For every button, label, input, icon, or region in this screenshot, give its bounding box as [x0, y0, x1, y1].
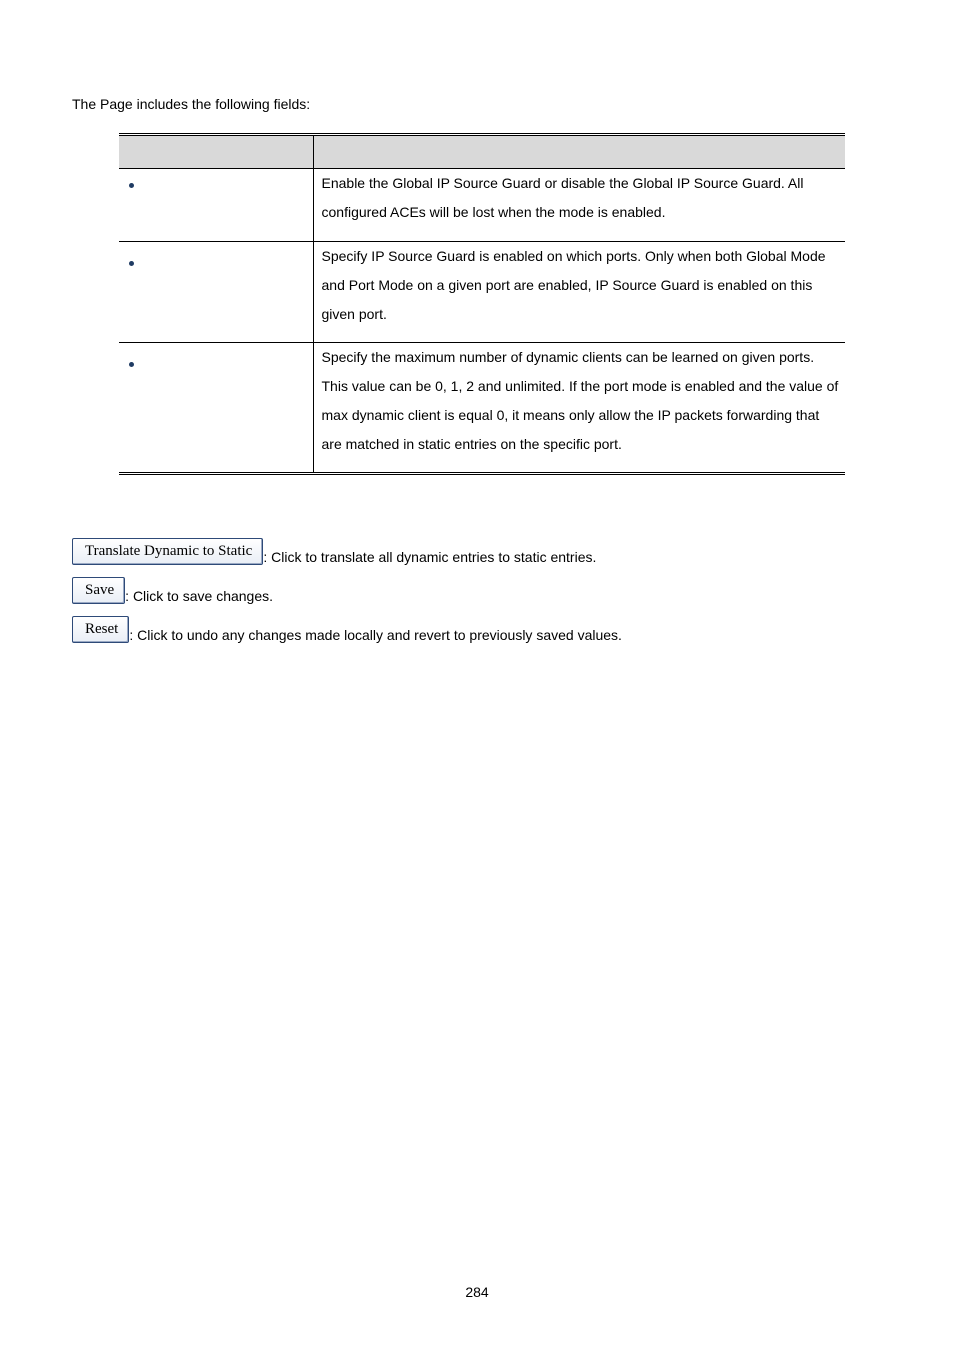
bullet-icon: [129, 261, 134, 266]
description-cell: [313, 242, 845, 343]
translate-button-description: : Click to translate all dynamic entries to static entries.: [263, 549, 597, 565]
object-cell: [119, 242, 313, 343]
table-row: [119, 242, 845, 343]
save-button[interactable]: Save: [72, 577, 125, 604]
table-row: [119, 169, 845, 242]
reset-button[interactable]: Reset: [72, 616, 129, 643]
fields-table: [119, 133, 845, 475]
translate-dynamic-to-static-button[interactable]: Translate Dynamic to Static: [72, 538, 263, 565]
reset-button-line: [72, 616, 622, 643]
object-cell: [119, 169, 313, 242]
table-row: [119, 343, 845, 474]
description-text: Enable the Global IP Source Guard or disable the Global IP Source Guard. All configured ACEs will be lost when the mode is enabled.: [321, 175, 804, 220]
header-description: [313, 135, 845, 169]
save-button-description: : Click to save changes.: [125, 588, 274, 604]
object-cell: [119, 343, 313, 474]
save-button-line: [72, 577, 273, 604]
description-cell: [313, 343, 845, 474]
table-header-row: [119, 135, 845, 169]
description-cell: [313, 169, 845, 242]
intro-text: The Page includes the following fields:: [72, 96, 311, 112]
page-number: 284: [465, 1284, 489, 1300]
header-object: [119, 135, 313, 169]
description-text: Specify the maximum number of dynamic clients can be learned on given ports. This value can be 0, 1, 2 and unlimited. If the port mode is enabled and the value of max dynamic client is equal 0, it means only allow the IP packets forwarding that are matched in static entries on the specific port.: [321, 349, 839, 452]
translate-button-line: [72, 538, 596, 565]
bullet-icon: [129, 183, 134, 188]
reset-button-description: : Click to undo any changes made locally and revert to previously saved values.: [129, 627, 622, 643]
description-text: Specify IP Source Guard is enabled on which ports. Only when both Global Mode and Port Mode on a given port are enabled, IP Source Guard is enabled on this given port.: [321, 248, 826, 322]
bullet-icon: [129, 362, 134, 367]
